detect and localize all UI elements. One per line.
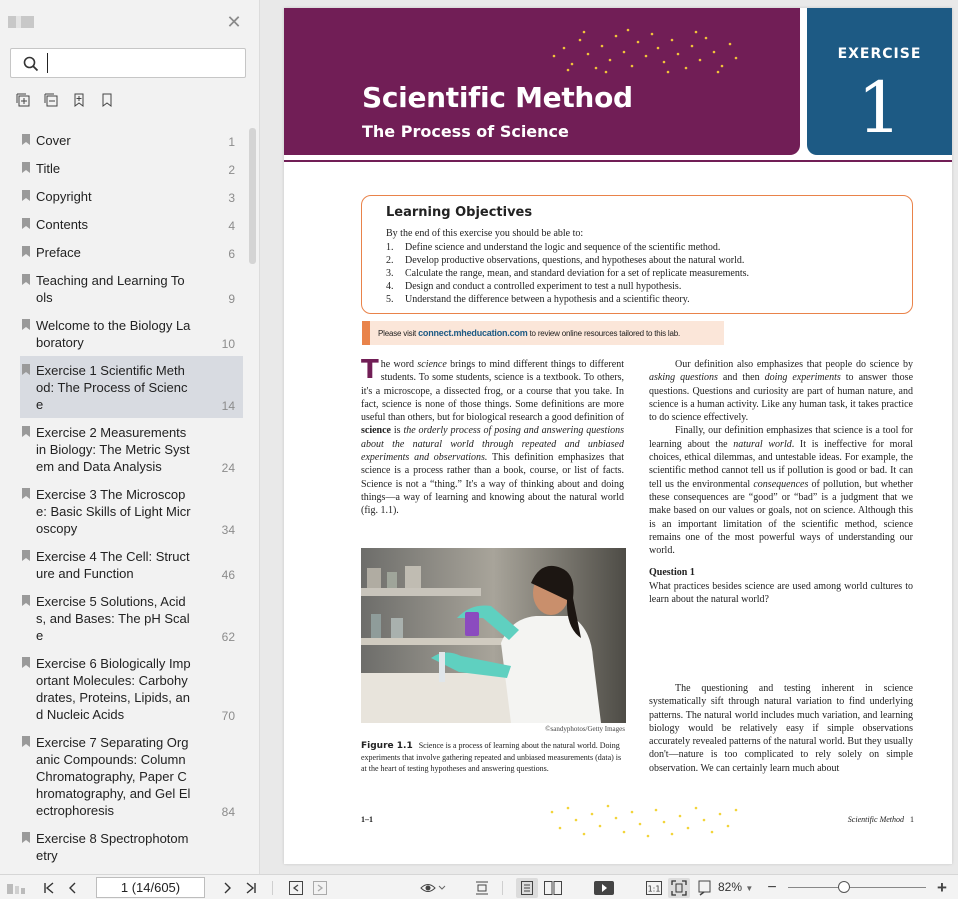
pdf-page: [284, 8, 952, 864]
toc-item-current[interactable]: [20, 356, 243, 418]
exercise-label: EXERCISE: [837, 46, 922, 62]
toc-item-label: Exercise 1 Scientific Method: The Process of Science: [36, 363, 188, 412]
search-icon: [23, 56, 39, 72]
toc-item[interactable]: [20, 418, 243, 480]
toc-item[interactable]: [20, 824, 243, 869]
connect-link[interactable]: connect.mheducation.com: [418, 328, 528, 338]
page-number-left: 1–1: [361, 815, 373, 824]
chevron-down-icon: ▼: [745, 884, 754, 893]
single-page-icon[interactable]: [516, 878, 538, 898]
list-item: 1. Define science and understand the logic and sequence of the scientific method.: [386, 242, 721, 253]
toc-item[interactable]: [20, 587, 243, 649]
zoom-slider-thumb[interactable]: [838, 881, 850, 893]
toc-item[interactable]: [20, 126, 243, 154]
collapse-all-icon[interactable]: [44, 93, 58, 107]
fit-width-icon[interactable]: [472, 878, 492, 898]
toolbar-divider: [272, 881, 273, 895]
exercise-number: 1: [857, 67, 902, 149]
running-footer: Scientific Method 1: [847, 815, 914, 824]
body-column-right: [649, 358, 913, 606]
learning-objectives-list: [386, 241, 749, 306]
bookmark-icon: [22, 274, 30, 285]
question-text: What practices besides science are used among world cultures to learn about the natural world?: [649, 580, 913, 606]
zoom-mode-icon[interactable]: [696, 878, 716, 898]
toc-item-label: Exercise 3 The Microscope: Basic Skills of Light Microscopy: [36, 487, 191, 536]
toc-item[interactable]: [20, 210, 243, 238]
paragraph: The questioning and testing inherent in science systematically sift through natural variation to find underlying patterns. The natural world includes much variation, and learning biology would be relatively easy if simple observations accurately revealed patterns of the natural world. But they usually don't—nature is too complicated to rely solely on simple observation. We can certainly learn much about: [649, 683, 913, 774]
bookmark-icon: [22, 832, 30, 843]
toc-item-page: 6: [228, 247, 235, 261]
toc-item-label: Exercise 6 Biologically Important Molecules: Carbohydrates, Proteins, Lipids, and Nucleic Acids: [36, 656, 191, 722]
toc-item-page: 14: [221, 399, 235, 413]
toc-item-label: Copyright: [36, 189, 92, 204]
chapter-banner: [284, 8, 800, 155]
bookmark-icon: [22, 162, 30, 173]
svg-text:1:1: 1:1: [647, 884, 661, 894]
zoom-slider[interactable]: [788, 887, 926, 888]
actual-size-icon[interactable]: [644, 878, 664, 898]
question-heading: Question 1: [649, 567, 695, 579]
toc-item-label: Exercise 4 The Cell: Structure and Function: [36, 549, 190, 581]
toc-item-label: Exercise 5 Solutions, Acids, and Bases: The pH Scale: [36, 594, 190, 643]
online-resources-note: Please visit connect.mheducation.com to review online resources tailored to this lab.: [362, 321, 724, 345]
document-viewport[interactable]: [260, 0, 958, 874]
toc-item[interactable]: [20, 480, 243, 542]
bookmark-icon: [22, 134, 30, 145]
toc-item-label: Preface: [36, 245, 81, 260]
bookmark-icon: [22, 218, 30, 229]
close-sidebar-icon[interactable]: ✕: [226, 12, 242, 32]
toc-item-label: Exercise 2 Measurements in Biology: The Metric System and Data Analysis: [36, 425, 190, 474]
header-rule: [284, 160, 952, 162]
toc-item-page: 62: [221, 630, 235, 644]
list-item: 2. Develop productive observations, questions, and hypotheses about the natural world.: [386, 255, 745, 266]
toc-item-page: 46: [221, 568, 235, 582]
toc-item-page: 70: [221, 709, 235, 723]
decorative-dots: [546, 26, 746, 76]
add-bookmark-icon[interactable]: [72, 93, 86, 107]
figure-caption: Figure 1.1 Science is a process of learning about the natural world. Doing experiments that involve gathering repeated and unbiased measurements (data) is at the heart of testing hypotheses and answering questions.: [361, 741, 622, 773]
forward-icon[interactable]: [310, 878, 330, 898]
chapter-subtitle: The Process of Science: [362, 122, 569, 141]
previous-page-icon[interactable]: [64, 878, 82, 898]
toc-item-page: 34: [221, 523, 235, 537]
photo-credit: ©sandyphotos/Getty Images: [545, 725, 625, 733]
learning-objectives-title: Learning Objectives: [386, 205, 533, 220]
bookmark-icon: [22, 364, 30, 375]
learning-objectives-box: [361, 195, 913, 314]
zoom-out-icon[interactable]: −: [767, 879, 777, 896]
last-page-icon[interactable]: [242, 878, 260, 898]
bookmark-icon: [22, 595, 30, 606]
outline-sidebar: [0, 0, 260, 874]
paragraph: Finally, our definition emphasizes that science is a tool for learning about the natural world. It is ineffective for moral choices, ethical dilemmas, and untestable ideas. For example, the scientific method cannot tell us if pollution is good or bad. It can tell us the environmental consequences of pollution, but whether these consequences are “good” or “bad” is a judgment that we make based on our values or goals, not on science. Although this is an important limitation of the scientific method, science remains one of the most powerful ways of understanding our world.: [649, 425, 913, 557]
expand-all-icon[interactable]: [16, 93, 30, 107]
first-page-icon[interactable]: [40, 878, 58, 898]
toc-item-page: 3: [228, 191, 235, 205]
toc-item[interactable]: [20, 154, 243, 182]
toc-item[interactable]: [20, 728, 243, 824]
toc-item-label: Exercise 8 Spectrophotometry: [36, 831, 189, 863]
bookmark-icon: [22, 426, 30, 437]
search-input[interactable]: [47, 53, 237, 73]
toc-item-page: 24: [221, 461, 235, 475]
lab-photo: [361, 548, 626, 723]
list-item: 5. Understand the difference between a hypothesis and a scientific theory.: [386, 294, 690, 305]
toc-item-page: 9: [228, 292, 235, 306]
fit-page-icon[interactable]: [668, 878, 690, 898]
toc-item-label: Title: [36, 161, 61, 176]
toc-item-page: 1: [228, 135, 235, 149]
drop-cap: T: [361, 355, 379, 385]
exercise-badge: [807, 8, 952, 155]
toc-item-page: 4: [228, 219, 235, 233]
bookmark-icon: [22, 190, 30, 201]
bookmark-icon: [22, 736, 30, 747]
outline-scrollbar[interactable]: [249, 128, 256, 264]
page-number-input[interactable]: [96, 877, 205, 898]
sidebar-toggle-icon[interactable]: [4, 878, 30, 898]
body-column-left: The word science brings to mind different things to different students. To some students, science is a textbook. To others, it's a microscope, a dissected frog, or a course that you take. In fact, science is none of those things. Some definitions are more useful than others, but for biological research a good definition of science is the orderly process of posing and answering questions about the natural world through repeated and unbiased experiments and observations. This definition emphasizes that science is a process rather than a book, course, or list of facts. Science is not a “thing.” It's a way of thinking about and doing things—a way of learning and knowing about the natural world (fig. 1.1).: [361, 355, 624, 517]
toolbar-divider: [502, 881, 503, 895]
toc-item[interactable]: [20, 542, 243, 587]
toc-item-label: Contents: [36, 217, 89, 232]
toc-item-page: 10: [221, 337, 235, 351]
outline-search-box[interactable]: [10, 48, 246, 78]
read-mode-icon[interactable]: [418, 878, 448, 898]
back-icon[interactable]: [286, 878, 306, 898]
sidebar-header: [8, 12, 244, 32]
bookmark-icon: [22, 246, 30, 257]
next-page-icon[interactable]: [218, 878, 236, 898]
learning-objectives-intro: By the end of this exercise you should be able to:: [386, 228, 584, 239]
paragraph: Our definition also emphasizes that people do science by asking questions and then doing experiments to answer those questions. Questions and curiosity are part of human nature, and science is a human activity. Like any human task, it takes practice to do science effectively.: [649, 359, 914, 424]
toc-item[interactable]: [20, 238, 243, 266]
toc-item-label: Cover: [36, 133, 71, 148]
bookmark-icon: [22, 488, 30, 499]
bookmark-icon: [22, 657, 30, 668]
body-column-right-continued: [649, 682, 913, 775]
outline-list: [0, 126, 246, 874]
bookmark-icon: [22, 319, 30, 330]
outline-tools: [16, 93, 114, 109]
toc-item-label: Welcome to the Biology Laboratory: [36, 318, 191, 350]
bookmark-icon: [22, 550, 30, 561]
zoom-in-icon[interactable]: +: [937, 878, 947, 897]
zoom-level[interactable]: 82% ▼: [718, 880, 754, 894]
app-logo-icon: [8, 16, 34, 28]
toc-item-page: 84: [221, 805, 235, 819]
bookmark-icon[interactable]: [100, 93, 114, 107]
two-page-icon[interactable]: [542, 878, 564, 898]
toc-item-page: 2: [228, 163, 235, 177]
toc-item-label: Exercise 7 Separating Organic Compounds: Column Chromatography, Paper Chromatography, and Gel Electrophoresis: [36, 735, 191, 818]
decorative-dots: [546, 802, 746, 842]
toc-item[interactable]: [20, 311, 243, 356]
toc-item[interactable]: [20, 266, 243, 311]
toc-item[interactable]: [20, 182, 243, 210]
bottom-toolbar: [0, 874, 958, 899]
toc-item[interactable]: [20, 649, 243, 728]
chapter-title: Scientific Method: [362, 81, 633, 114]
list-item: 4. Design and conduct a controlled experiment to test a null hypothesis.: [386, 281, 682, 292]
play-slideshow-icon[interactable]: [592, 878, 616, 898]
toc-item-label: Teaching and Learning Tools: [36, 273, 185, 305]
list-item: 3. Calculate the range, mean, and standard deviation for a set of replicate measurements.: [386, 268, 750, 279]
